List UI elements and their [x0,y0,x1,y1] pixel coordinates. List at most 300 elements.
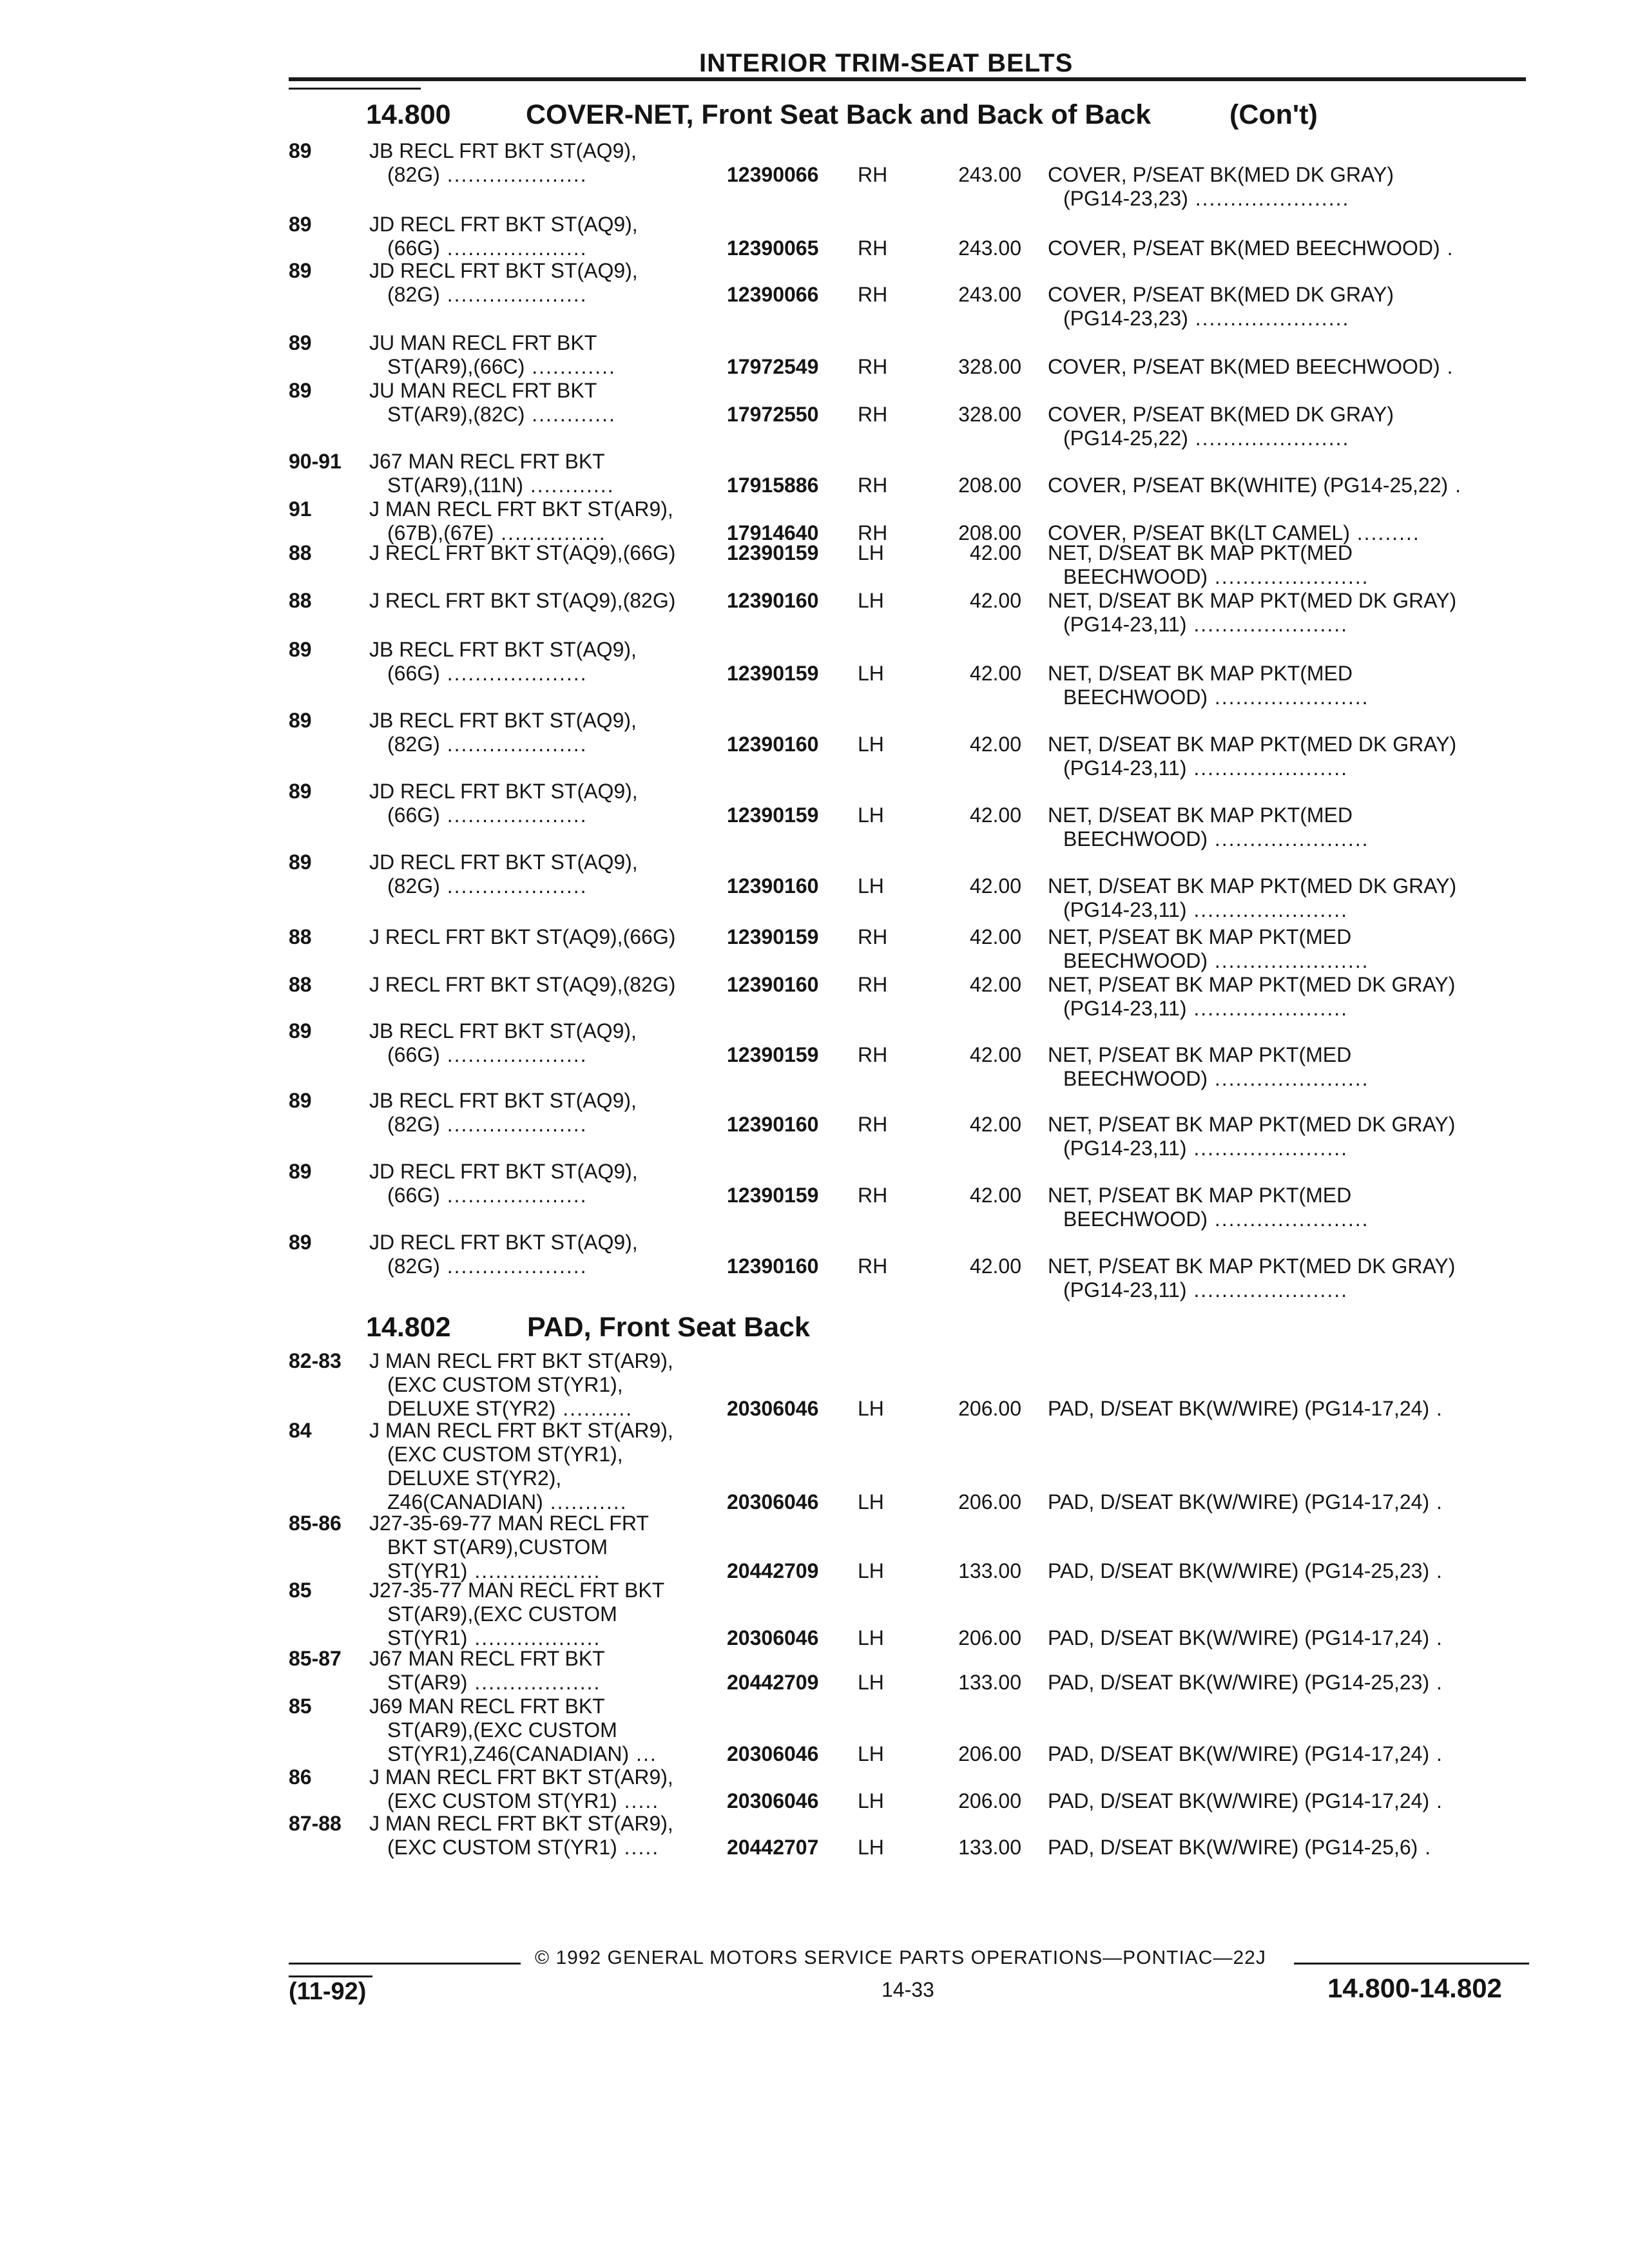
leader-dots: ........... [543,1490,628,1514]
leader-dots: . [1418,1836,1432,1859]
description-text: (67B),(67E) [387,521,494,544]
model-description [369,1647,730,1695]
leader-dots: .................... [439,236,588,260]
description-text: J69 MAN RECL FRT BKT [369,1695,605,1718]
description-text: JB RECL FRT BKT ST(AQ9), [369,139,637,162]
model-description [369,1765,730,1813]
part-name-text: COVER, P/SEAT BK(LT CAMEL) [1048,521,1350,544]
part-name-line [1048,283,1537,307]
model-description [369,780,730,827]
part-name-text: PAD, D/SEAT BK(W/WIRE) (PG14-17,24) [1048,1397,1430,1420]
footer-section-range: 14.800-14.802 [1327,1973,1502,2003]
part-name-line [1048,949,1537,973]
price: 42.00 [969,1113,1021,1136]
part-name-text: (PG14-23,11) [1063,613,1187,636]
leader-dots: .................... [439,803,588,827]
part-name-line [1048,427,1537,450]
year-range: 85 [289,1695,312,1718]
part-name [1048,1742,1537,1766]
side-indicator: LH [858,1789,884,1812]
part-number: 12390160 [727,1113,819,1136]
description-line [369,1113,730,1137]
part-name-text: PAD, D/SEAT BK(W/WIRE) (PG14-17,24) [1048,1789,1430,1812]
part-name-text: PAD, D/SEAT BK(W/WIRE) (PG14-17,24) [1048,1742,1430,1765]
model-description [369,1579,730,1650]
description-text: JD RECL FRT BKT ST(AQ9), [369,213,638,236]
side-indicator: LH [858,1490,884,1514]
part-name-line [1048,187,1537,211]
year-range: 89 [289,1089,312,1112]
description-text: (82G) [387,733,440,756]
description-text: (66G) [387,1184,440,1207]
part-name-text: BEECHWOOD) [1063,949,1208,972]
part-name-line [1048,803,1537,827]
description-line [369,1647,730,1671]
description-text: (82G) [387,1113,440,1136]
part-name-line [1048,236,1537,260]
part-name-text: (PG14-23,23) [1063,307,1188,330]
footer-rule-date [289,1975,372,1977]
description-line [369,1512,730,1535]
part-name-text: (PG14-23,11) [1063,1137,1187,1160]
part-name-line [1048,307,1537,331]
leader-dots: ...................... [1208,565,1369,588]
part-name-text: NET, D/SEAT BK MAP PKT(MED DK GRAY) [1048,589,1457,612]
description-line [369,1671,730,1695]
part-number: 17972549 [727,355,819,378]
description-text: J MAN RECL FRT BKT ST(AR9), [369,497,673,521]
model-description [369,638,730,686]
description-line [369,709,730,733]
part-name-line [1048,1043,1537,1067]
part-name [1048,1559,1537,1583]
price: 42.00 [969,589,1021,612]
model-description [369,850,730,898]
description-line [369,1602,730,1626]
part-name-line [1048,1184,1537,1207]
description-line [369,1373,730,1397]
footer-rule-right [1294,1963,1529,1965]
leader-dots: ............... [494,521,606,544]
part-name [1048,1490,1537,1514]
side-indicator: LH [858,1397,884,1420]
part-number: 20442709 [727,1671,819,1694]
year-range: 88 [289,589,312,612]
model-description [369,925,730,949]
side-indicator: LH [858,541,884,564]
leader-dots: .................... [439,662,588,685]
description-text: ST(AR9),(EXC CUSTOM [387,1602,617,1626]
part-name [1048,355,1537,379]
leader-dots: ... [629,1742,657,1765]
year-range: 89 [289,1160,312,1183]
part-name-text: COVER, P/SEAT BK(MED DK GRAY) [1048,163,1394,186]
part-name-line [1048,898,1537,922]
model-description [369,1349,730,1421]
model-description [369,709,730,756]
part-name-text: NET, P/SEAT BK MAP PKT(MED DK GRAY) [1048,1254,1456,1278]
leader-dots: . [1429,1742,1443,1765]
part-name [1048,236,1537,260]
description-text: J MAN RECL FRT BKT ST(AR9), [369,1812,673,1835]
part-name [1048,1671,1537,1695]
part-name-line [1048,1559,1537,1583]
part-number: 17914640 [727,521,819,544]
part-number: 12390160 [727,589,819,612]
leader-dots: ...................... [1208,827,1369,850]
part-name [1048,1789,1537,1813]
description-text: ST(AR9),(11N) [387,474,523,497]
side-indicator: LH [858,1742,884,1765]
part-name-line [1048,613,1537,637]
model-description [369,213,730,260]
price: 133.00 [958,1836,1021,1859]
description-text: JD RECL FRT BKT ST(AQ9), [369,850,638,874]
part-number: 20306046 [727,1397,819,1420]
price: 328.00 [958,403,1021,426]
price: 133.00 [958,1671,1021,1694]
price: 208.00 [958,474,1021,497]
part-number: 12390159 [727,1043,819,1066]
year-range: 89 [289,379,312,402]
part-number: 12390066 [727,283,819,306]
part-number: 12390159 [727,1184,819,1207]
part-name-text: (PG14-23,23) [1063,187,1188,210]
part-name [1048,874,1537,922]
leader-dots: ...................... [1188,187,1350,210]
section-name: COVER-NET, Front Seat Back and Back of Back [526,99,1152,130]
leader-dots: ..... [617,1836,660,1859]
year-range: 89 [289,709,312,732]
description-line [369,474,730,497]
part-number: 20306046 [727,1490,819,1514]
side-indicator: RH [858,163,888,186]
part-name [1048,733,1537,780]
part-number: 12390159 [727,541,819,564]
description-text: ST(AR9),(82C) [387,403,525,426]
part-name-line [1048,1626,1537,1650]
description-text: (EXC CUSTOM ST(YR1), [387,1443,623,1466]
description-line [369,1349,730,1373]
footer-copyright: © 1992 GENERAL MOTORS SERVICE PARTS OPERATIONS—PONTIAC—22J [535,1947,1266,1968]
year-range: 89 [289,259,312,282]
part-name [1048,1836,1537,1860]
part-name-line [1048,1742,1537,1766]
side-indicator: LH [858,874,884,898]
description-line [369,803,730,827]
description-text: (82G) [387,1254,440,1278]
description-line [369,589,730,613]
part-name-text: NET, D/SEAT BK MAP PKT(MED DK GRAY) [1048,874,1457,898]
model-description [369,1019,730,1067]
side-indicator: RH [858,925,888,948]
year-range: 88 [289,925,312,948]
year-range: 89 [289,213,312,236]
leader-dots: ...................... [1188,427,1350,450]
part-name-line [1048,827,1537,851]
price: 243.00 [958,283,1021,306]
price: 42.00 [969,1043,1021,1066]
description-line [369,850,730,874]
description-line [369,1490,730,1514]
description-line [369,780,730,803]
part-name-line [1048,474,1537,497]
price: 42.00 [969,1254,1021,1278]
description-line [369,1742,730,1766]
description-line [369,973,730,997]
part-name-line [1048,756,1537,780]
year-range: 82-83 [289,1349,342,1372]
part-name-line [1048,997,1537,1021]
description-line [369,1765,730,1789]
description-text: JU MAN RECL FRT BKT [369,331,597,354]
description-line [369,1160,730,1184]
side-indicator: RH [858,1113,888,1136]
part-name-text: NET, P/SEAT BK MAP PKT(MED DK GRAY) [1048,973,1456,996]
year-range: 89 [289,1231,312,1254]
description-line [369,1443,730,1466]
part-number: 20306046 [727,1626,819,1649]
part-name-text: (PG14-23,11) [1063,756,1187,780]
year-range: 85-87 [289,1647,342,1670]
description-line [369,662,730,686]
side-indicator: LH [858,1626,884,1649]
description-line [369,1695,730,1718]
leader-dots: ...................... [1186,997,1348,1020]
description-line [369,1184,730,1207]
side-indicator: RH [858,1254,888,1278]
description-text: J67 MAN RECL FRT BKT [369,450,605,473]
description-text: J27-35-77 MAN RECL FRT BKT [369,1579,665,1602]
price: 42.00 [969,662,1021,685]
description-text: J MAN RECL FRT BKT ST(AR9), [369,1349,673,1372]
part-number: 12390159 [727,925,819,948]
year-range: 89 [289,139,312,162]
part-name-text: BEECHWOOD) [1063,1067,1208,1090]
part-name-text: NET, P/SEAT BK MAP PKT(MED [1048,1184,1352,1207]
model-description [369,497,730,545]
model-description [369,331,730,379]
description-line [369,1089,730,1113]
part-name-text: BEECHWOOD) [1063,1207,1208,1231]
part-name [1048,1184,1537,1231]
leader-dots: . [1429,1789,1443,1812]
leader-dots: .................. [467,1559,601,1582]
side-indicator: LH [858,733,884,756]
year-range: 88 [289,973,312,996]
leader-dots: .................... [439,1043,588,1066]
leader-dots: .................... [439,733,588,756]
description-text: ST(YR1) [387,1626,468,1649]
model-description [369,1695,730,1766]
price: 206.00 [958,1742,1021,1765]
part-number: 20306046 [727,1789,819,1812]
part-number: 17915886 [727,474,819,497]
part-name-text: BEECHWOOD) [1063,827,1208,850]
description-line [369,1466,730,1490]
side-indicator: RH [858,474,888,497]
description-text: JD RECL FRT BKT ST(AQ9), [369,780,638,803]
description-text: ST(AR9) [387,1671,468,1694]
part-number: 12390065 [727,236,819,260]
part-name-line [1048,733,1537,756]
year-range: 88 [289,541,312,564]
description-line [369,1231,730,1254]
part-name-line [1048,973,1537,997]
description-text: ST(YR1) [387,1559,468,1582]
part-name-text: PAD, D/SEAT BK(W/WIRE) (PG14-25,23) [1048,1671,1430,1694]
year-range: 89 [289,780,312,803]
leader-dots: . [1429,1626,1443,1649]
description-line [369,163,730,187]
description-line [369,874,730,898]
part-name [1048,1043,1537,1091]
description-text: (82G) [387,283,440,306]
model-description [369,1160,730,1207]
description-line [369,450,730,474]
part-name-text: COVER, P/SEAT BK(MED DK GRAY) [1048,283,1394,306]
price: 42.00 [969,541,1021,564]
description-text: ST(AR9),(66C) [387,355,525,378]
section-number: 14.802 [366,1312,451,1343]
part-name-text: COVER, P/SEAT BK(MED BEECHWOOD) [1048,236,1440,260]
price: 206.00 [958,1789,1021,1812]
part-name-line [1048,403,1537,427]
part-number: 12390160 [727,973,819,996]
part-name-line [1048,1207,1537,1231]
part-name-text: (PG14-23,11) [1063,898,1187,921]
description-line [369,1535,730,1559]
description-line [369,236,730,260]
part-name [1048,973,1537,1021]
year-range: 85 [289,1579,312,1602]
leader-dots: ...................... [1208,1067,1369,1090]
part-number: 12390159 [727,662,819,685]
description-line [369,1789,730,1813]
leader-dots: ..... [617,1789,660,1812]
part-name-line [1048,163,1537,187]
description-text: DELUXE ST(YR2), [387,1466,562,1490]
model-description [369,450,730,497]
price: 42.00 [969,803,1021,827]
leader-dots: . [1429,1559,1443,1582]
part-name [1048,1397,1537,1421]
price: 42.00 [969,874,1021,898]
price: 243.00 [958,236,1021,260]
part-number: 12390159 [727,803,819,827]
part-name-text: PAD, D/SEAT BK(W/WIRE) (PG14-17,24) [1048,1490,1430,1514]
leader-dots: ............ [525,355,616,378]
leader-dots: . [1440,236,1454,260]
year-range: 91 [289,497,312,521]
model-description [369,973,730,997]
description-line [369,259,730,283]
part-name-text: COVER, P/SEAT BK(WHITE) (PG14-25,22) [1048,474,1449,497]
part-name-line [1048,1067,1537,1091]
part-name-line [1048,1671,1537,1695]
description-text: Z46(CANADIAN) [387,1490,543,1514]
part-name-line [1048,925,1537,949]
part-number: 12390066 [727,163,819,186]
leader-dots: ...................... [1208,686,1369,709]
model-description [369,379,730,427]
part-name [1048,925,1537,973]
leader-dots: .......... [555,1397,633,1420]
description-line [369,1397,730,1421]
price: 42.00 [969,733,1021,756]
description-line [369,403,730,427]
price: 206.00 [958,1397,1021,1420]
header-rule-short [289,88,421,90]
description-text: (66G) [387,1043,440,1066]
price: 243.00 [958,163,1021,186]
part-name-line [1048,355,1537,379]
leader-dots: .................. [467,1671,601,1694]
part-name-text: PAD, D/SEAT BK(W/WIRE) (PG14-25,23) [1048,1559,1430,1582]
description-line [369,497,730,521]
description-text: ST(AR9),(EXC CUSTOM [387,1718,617,1742]
description-text: JB RECL FRT BKT ST(AQ9), [369,1089,637,1112]
description-text: ST(YR1),Z46(CANADIAN) [387,1742,630,1765]
part-name-text: NET, D/SEAT BK MAP PKT(MED [1048,662,1353,685]
part-name-text: PAD, D/SEAT BK(W/WIRE) (PG14-17,24) [1048,1626,1430,1649]
part-number: 17972550 [727,403,819,426]
description-text: DELUXE ST(YR2) [387,1397,556,1420]
description-text: JB RECL FRT BKT ST(AQ9), [369,709,637,732]
description-text: J MAN RECL FRT BKT ST(AR9), [369,1419,673,1442]
leader-dots: .................... [439,1254,588,1278]
leader-dots: . [1448,474,1462,497]
description-text: J RECL FRT BKT ST(AQ9),(82G) [369,589,676,612]
description-text: JD RECL FRT BKT ST(AQ9), [369,1231,638,1254]
description-text: (82G) [387,874,440,898]
section-name: PAD, Front Seat Back [527,1312,810,1343]
leader-dots: .................... [439,283,588,306]
side-indicator: LH [858,1559,884,1582]
model-description [369,1419,730,1514]
part-name-line [1048,1113,1537,1137]
description-text: JD RECL FRT BKT ST(AQ9), [369,1160,638,1183]
description-line [369,541,730,565]
part-name-text: (PG14-25,22) [1063,427,1188,450]
side-indicator: LH [858,662,884,685]
side-indicator: LH [858,589,884,612]
description-text: (EXC CUSTOM ST(YR1) [387,1789,617,1812]
leader-dots: ...................... [1186,898,1348,921]
part-name-text: BEECHWOOD) [1063,565,1208,588]
year-range: 86 [289,1765,312,1789]
part-name-text: (PG14-23,11) [1063,1278,1187,1302]
part-name-text: NET, P/SEAT BK MAP PKT(MED DK GRAY) [1048,1113,1456,1136]
part-name [1048,541,1537,589]
model-description [369,589,730,613]
page-title: INTERIOR TRIM-SEAT BELTS [699,49,1074,77]
description-text: (66G) [387,803,440,827]
description-line [369,355,730,379]
leader-dots: ............ [523,474,615,497]
description-line [369,1812,730,1836]
part-number: 20442707 [727,1836,819,1859]
part-name-text: BEECHWOOD) [1063,686,1208,709]
price: 42.00 [969,1184,1021,1207]
part-name-text: NET, D/SEAT BK MAP PKT(MED [1048,541,1353,564]
leader-dots: . [1429,1490,1443,1514]
footer-page-number: 14-33 [882,1978,934,2001]
year-range: 89 [289,638,312,661]
side-indicator: LH [858,803,884,827]
description-line [369,331,730,355]
description-line [369,139,730,163]
